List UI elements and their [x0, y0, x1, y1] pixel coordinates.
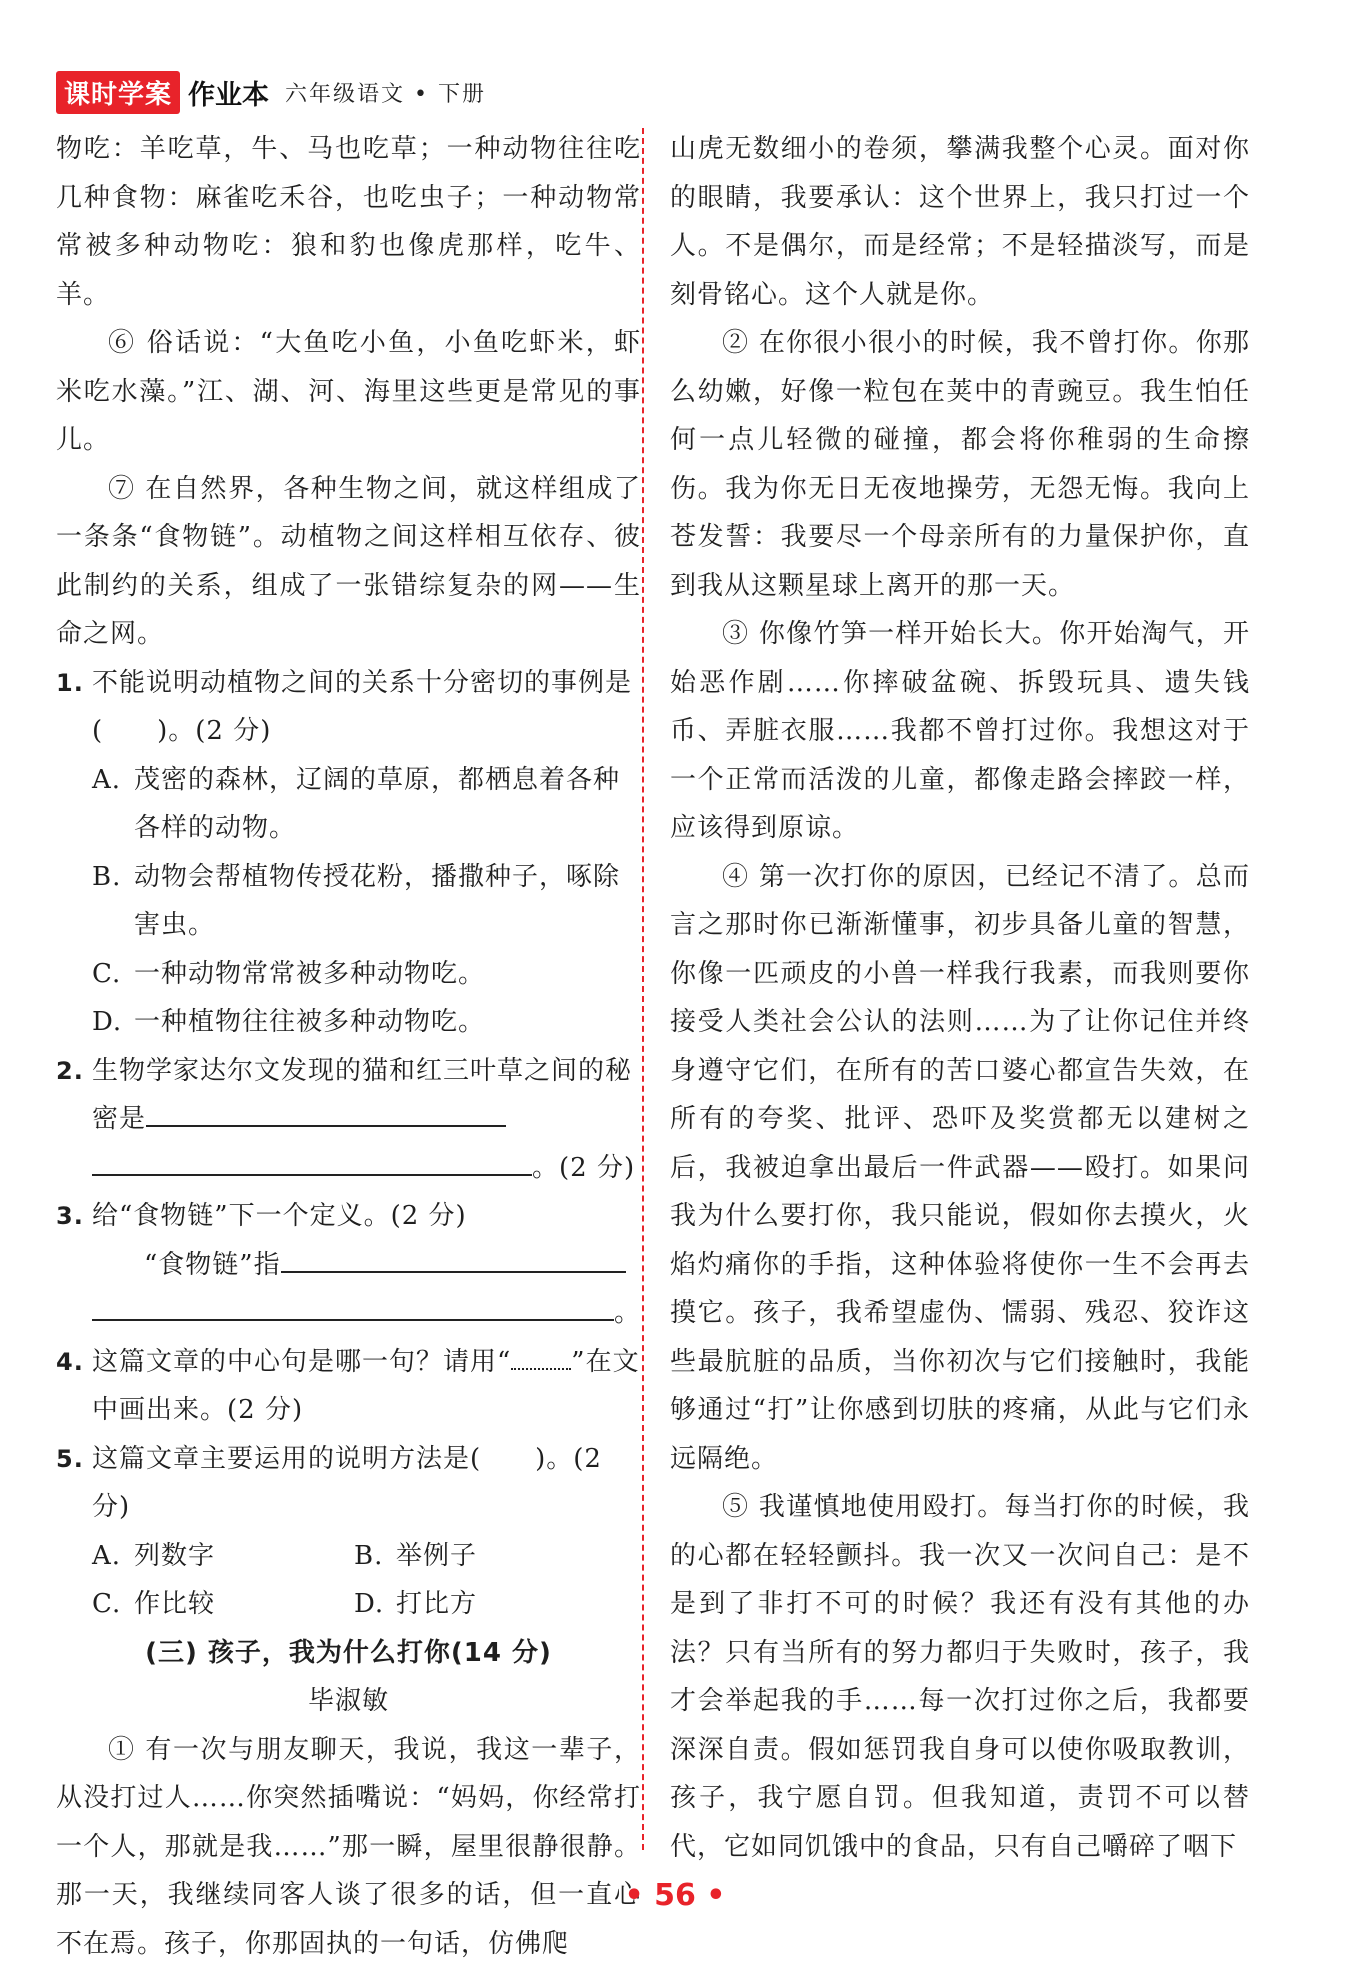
book-name: 作业本 [188, 73, 269, 112]
question-number: 5. [56, 1435, 92, 1532]
option-text: 打比方 [396, 1580, 477, 1629]
question-number: 1. [56, 659, 92, 756]
paragraph-1: ① 有一次与朋友聊天，我说，我这一辈子，从没打过人……你突然插嘴说：“妈妈，你经常打一个人，那就是我……”那一瞬，屋里很静很静。那一天，我继续同客人谈了很多的话，但一直心不在焉。孩子，你那固执的一句话，仿佛爬 [56, 1726, 641, 1968]
option-label: B. [354, 1532, 396, 1581]
option-c [92, 1580, 354, 1629]
question-text: 这篇文章主要运用的说明方法是( )。(2 分) [92, 1435, 641, 1532]
option-label: D. [92, 998, 134, 1047]
right-column [670, 125, 1250, 1871]
question-text: 生物学家达尔文发现的猫和红三叶草之间的秘密是 [92, 1056, 632, 1135]
answer-blank[interactable] [92, 1144, 532, 1176]
article-author: 毕淑敏 [56, 1677, 641, 1726]
question-2 [56, 1047, 641, 1193]
paragraph-5: ⑤ 我谨慎地使用殴打。每当打你的时候，我的心都在轻轻颤抖。我一次又一次问自己：是不是到了非打不可的时候？我还有没有其他的办法？只有当所有的努力都归于失败时，孩子，我才会举起我的手……每一次打过你之后，我都要深深自责。假如惩罚我自身可以使你吸取教训，孩子，我宁愿自罚。但我知道，责罚不可以替代，它如同饥饿中的食品，只有自己嚼碎了咽下 [670, 1483, 1250, 1871]
question-text: 不能说明动植物之间的关系十分密切的事例是( )。(2 分) [92, 659, 641, 756]
option-b [354, 1532, 616, 1581]
paragraph-continued: 物吃：羊吃草，牛、马也吃草；一种动物往往吃几种食物：麻雀吃禾谷，也吃虫子；一种动物常常被多种动物吃：狼和豹也像虎那样，吃牛、羊。 [56, 125, 641, 319]
option-d [56, 998, 641, 1047]
question-end: 。 [614, 1298, 641, 1328]
paragraph-3: ③ 你像竹笋一样开始长大。你开始淘气，开始恶作剧……你摔破盆碗、拆毁玩具、遗失钱币、弄脏衣服……我都不曾打过你。我想这对于一个正常而活泼的儿童，都像走路会摔跤一样，应该得到原谅。 [670, 610, 1250, 853]
book-subtitle: 六年级语文 • 下册 [285, 77, 486, 108]
left-column [56, 125, 641, 1968]
options-row [56, 1532, 641, 1581]
option-b [56, 853, 641, 950]
option-c [56, 950, 641, 999]
question-text: 给“食物链”下一个定义。(2 分) [92, 1201, 467, 1231]
option-text: 举例子 [396, 1532, 477, 1581]
question-text: 这篇文章的中心句是哪一句？请用“ [92, 1347, 511, 1377]
question-number: 3. [56, 1192, 92, 1338]
option-a [56, 756, 641, 853]
option-text: 茂密的森林，辽阔的草原，都栖息着各种各样的动物。 [134, 756, 641, 853]
question-number: 4. [56, 1338, 92, 1435]
question-number: 2. [56, 1047, 92, 1193]
page-header [56, 72, 486, 112]
option-text: 动物会帮植物传授花粉，播撒种子，啄除害虫。 [134, 853, 641, 950]
options-row [56, 1580, 641, 1629]
answer-blank[interactable] [92, 1289, 614, 1321]
option-d [354, 1580, 616, 1629]
definition-prefix: “食物链”指 [92, 1250, 281, 1280]
paragraph-6: ⑥ 俗话说：“大鱼吃小鱼，小鱼吃虾米，虾米吃水藻。”江、湖、河、海里这些更是常见的事儿。 [56, 319, 641, 465]
column-divider [642, 128, 644, 1850]
question-text: ”在文中画出来。(2 分) [92, 1347, 640, 1426]
question-4 [56, 1338, 641, 1435]
brand-logo: 课时学案 [56, 71, 180, 114]
paragraph-2: ② 在你很小很小的时候，我不曾打你。你那么幼嫩，好像一粒包在荚中的青豌豆。我生怕任何一点儿轻微的碰撞，都会将你稚弱的生命擦伤。我为你无日无夜地操劳，无怨无悔。我向上苍发誓：我要尽一个母亲所有的力量保护你，直到我从这颗星球上离开的那一天。 [670, 319, 1250, 610]
question-3 [56, 1192, 641, 1338]
page-number: • 56 • [0, 1878, 1350, 1913]
section-title: (三) 孩子，我为什么打你(14 分) [56, 1629, 641, 1678]
option-text: 列数字 [134, 1532, 215, 1581]
paragraph-continued: 山虎无数细小的卷须，攀满我整个心灵。面对你的眼睛，我要承认：这个世界上，我只打过一个人。不是偶尔，而是经常；不是轻描淡写，而是刻骨铭心。这个人就是你。 [670, 125, 1250, 319]
answer-blank[interactable] [146, 1095, 506, 1127]
option-label: C. [92, 1580, 134, 1629]
paragraph-4: ④ 第一次打你的原因，已经记不清了。总而言之那时你已渐渐懂事，初步具备儿童的智慧，你像一匹顽皮的小兽一样我行我素，而我则要你接受人类社会公认的法则……为了让你记住并终身遵守它们，在所有的苦口婆心都宣告失效，在所有的夸奖、批评、恐吓及奖赏都无以建树之后，我被迫拿出最后一件武器——殴打。如果问我为什么要打你，我只能说，假如你去摸火，火焰灼痛你的手指，这种体验将使你一生不会再去摸它。孩子，我希望虚伪、懦弱、残忍、狡诈这些最肮脏的品质，当你初次与它们接触时，我能够通过“打”让你感到切肤的疼痛，从此与它们永远隔绝。 [670, 853, 1250, 1484]
option-label: C. [92, 950, 134, 999]
option-text: 一种植物往往被多种动物吃。 [134, 998, 641, 1047]
option-text: 一种动物常常被多种动物吃。 [134, 950, 641, 999]
option-label: D. [354, 1580, 396, 1629]
option-a [92, 1532, 354, 1581]
answer-blank[interactable] [281, 1241, 626, 1273]
wavy-line-mark [511, 1346, 571, 1370]
option-label: A. [92, 1532, 134, 1581]
question-score: 。(2 分) [532, 1153, 635, 1183]
paragraph-7: ⑦ 在自然界，各种生物之间，就这样组成了一条条“食物链”。动植物之间这样相互依存、彼此制约的关系，组成了一张错综复杂的网——生命之网。 [56, 465, 641, 659]
question-5 [56, 1435, 641, 1532]
question-1 [56, 659, 641, 756]
option-text: 作比较 [134, 1580, 215, 1629]
option-label: B. [92, 853, 134, 950]
option-label: A. [92, 756, 134, 853]
